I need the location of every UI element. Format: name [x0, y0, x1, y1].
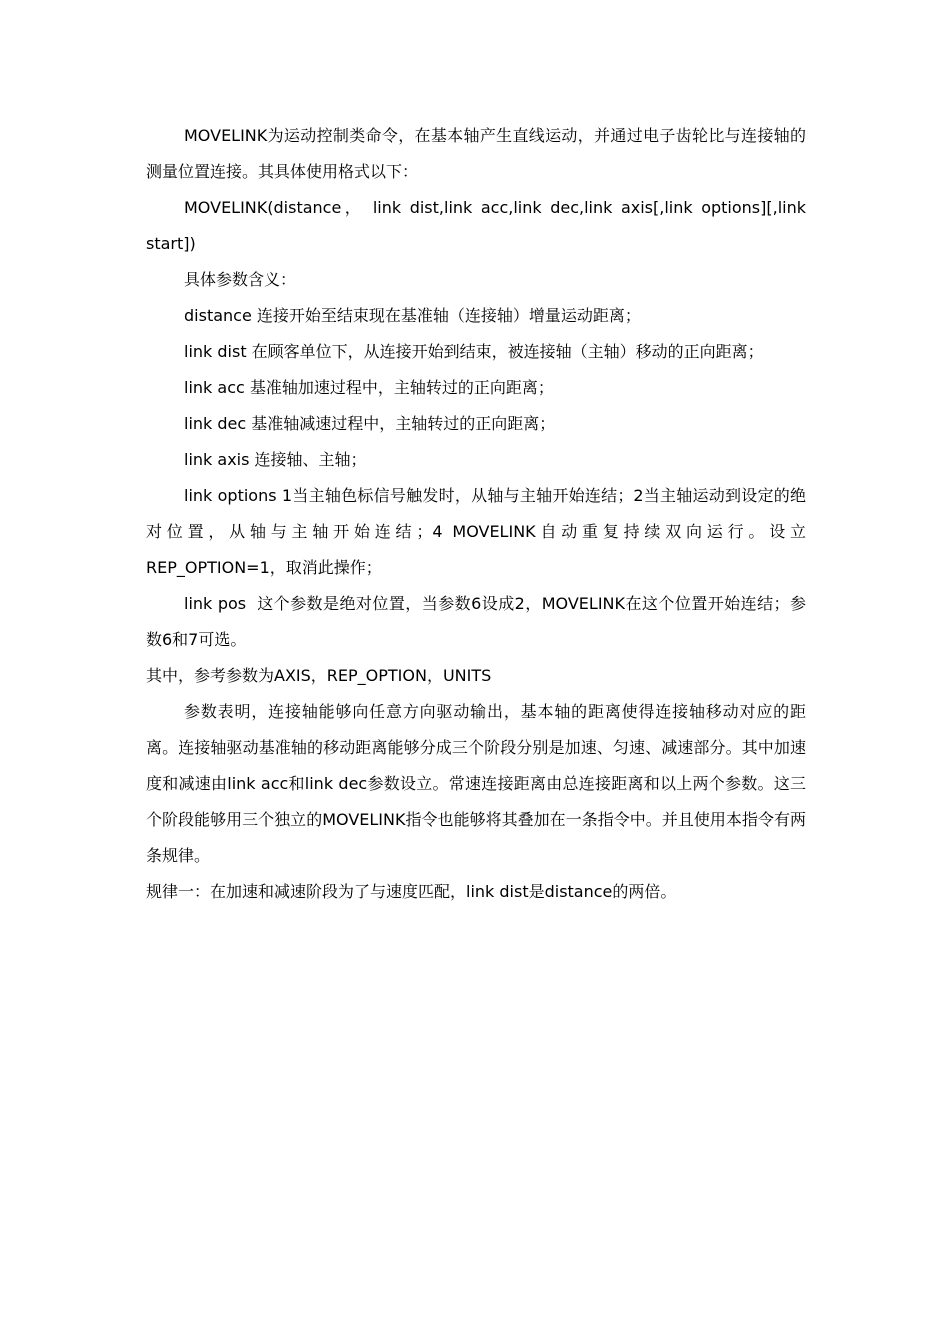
paragraph-param-link-dist: link dist 在顾客单位下，从连接开始到结束，被连接轴（主轴）移动的正向距离； [184, 342, 764, 361]
paragraph-param-heading: 具体参数含义： [184, 270, 297, 289]
paragraph-param-link-axis: link axis 连接轴、主轴； [184, 450, 367, 469]
paragraph-intro: MOVELINK为运动控制类命令，在基本轴产生直线运动，并通过电子齿轮比与连接轴的测量位置连接。其具体使用格式以下： [146, 126, 806, 181]
paragraph-param-link-acc: link acc 基准轴加速过程中，主轴转过的正向距离； [184, 378, 554, 397]
paragraph-syntax: MOVELINK(distance， link dist,link acc,link dec,link axis[,link options][,link start]) [146, 198, 812, 253]
paragraph-explanation: 参数表明，连接轴能够向任意方向驱动输出，基本轴的距离使得连接轴移动对应的距离。连接轴驱动基准轴的移动距离能够分成三个阶段分别是加速、匀速、减速部分。其中加速度和减速由link acc和link dec参数设立。常速连接距离由总连接距离和以上两个参数。这三个阶段能够用三个独立的MOVELINK指令也能够将其叠加在一条指令中。并且使用本指令有两条规律。 [146, 702, 806, 865]
paragraph-param-distance: distance 连接开始至结束现在基准轴（连接轴）增量运动距离； [184, 306, 641, 325]
paragraph-reference-params: 其中，参考参数为AXIS，REP_OPTION，UNITS [146, 666, 492, 685]
paragraph-param-link-dec: link dec 基准轴减速过程中，主轴转过的正向距离； [184, 414, 556, 433]
paragraph-param-link-options: link options 1当主轴色标信号触发时，从轴与主轴开始连结；2当主轴运动到设定的绝对位置，从轴与主轴开始连结；4 MOVELINK自动重复持续双向运行。设立REP_OPTION=1，取消此操作； [146, 486, 806, 577]
paragraph-param-link-pos: link pos 这个参数是绝对位置，当参数6设成2，MOVELINK在这个位置开始连结；参数6和7可选。 [146, 594, 806, 649]
document-page [146, 118, 812, 910]
paragraph-rule-one: 规律一：在加速和减速阶段为了与速度匹配，link dist是distance的两倍。 [146, 882, 677, 901]
